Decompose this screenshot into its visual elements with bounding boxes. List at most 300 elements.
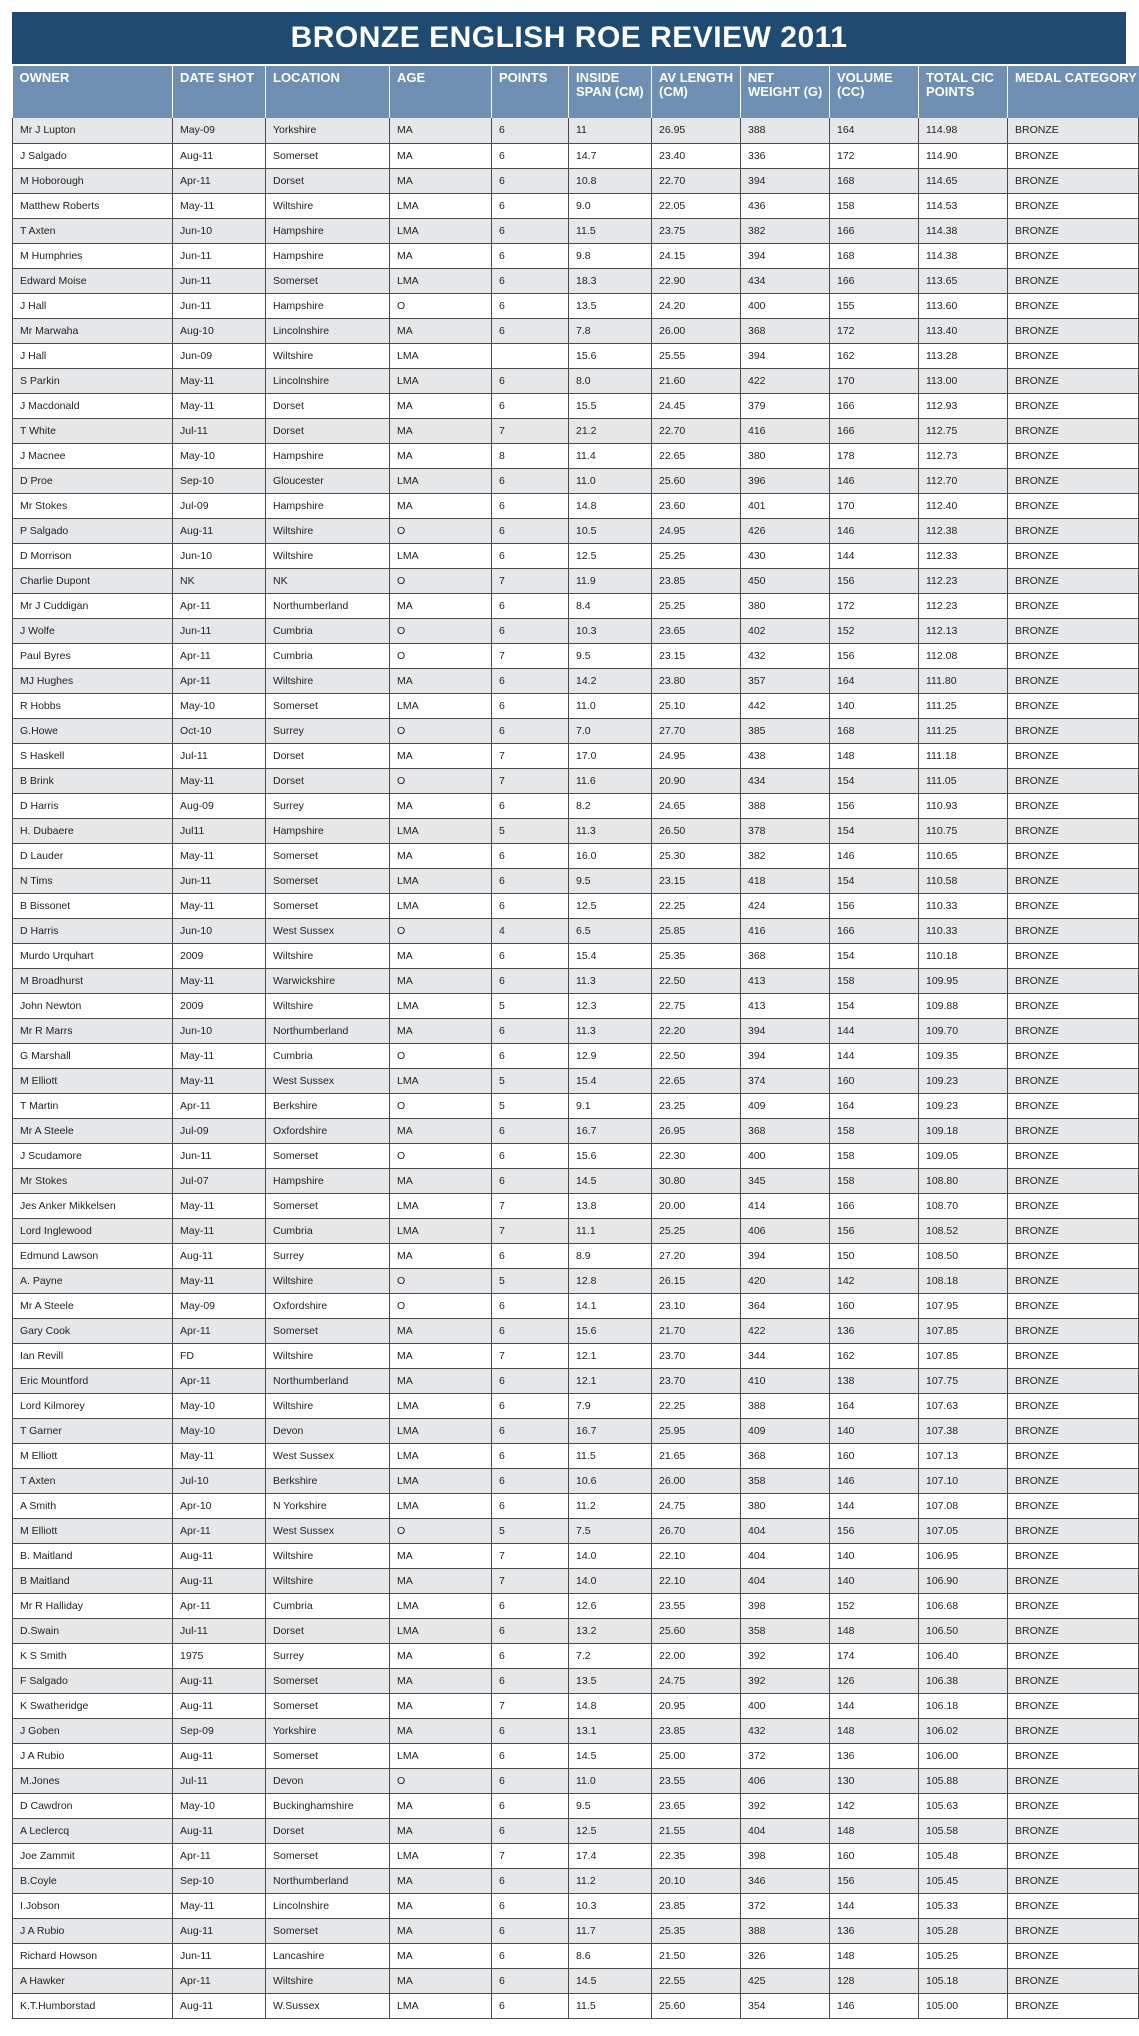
medal-category-cell: BRONZE (1008, 443, 1139, 468)
owner-cell: Mr Stokes (13, 1168, 173, 1193)
inside-span-cell: 8.9 (569, 1243, 652, 1268)
medal-category-cell: BRONZE (1008, 1968, 1139, 1993)
net-weight-cell: 406 (741, 1768, 830, 1793)
owner-cell: Mr R Marrs (13, 1018, 173, 1043)
medal-category-cell: BRONZE (1008, 818, 1139, 843)
column-header-owner: OWNER (13, 66, 173, 118)
net-weight-cell: 372 (741, 1743, 830, 1768)
av-length-cell: 22.65 (652, 1068, 741, 1093)
points-cell: 4 (492, 918, 569, 943)
age-cell: MA (390, 493, 492, 518)
net-weight-cell: 432 (741, 1718, 830, 1743)
owner-cell: I.Jobson (13, 1893, 173, 1918)
date-shot-cell: May-11 (173, 393, 266, 418)
inside-span-cell: 11.2 (569, 1493, 652, 1518)
points-cell: 7 (492, 1218, 569, 1243)
medal-category-cell: BRONZE (1008, 893, 1139, 918)
table-row (13, 1393, 1139, 1418)
age-cell: O (390, 1268, 492, 1293)
total-cic-points-cell: 105.18 (919, 1968, 1008, 1993)
volume-cell: 166 (830, 268, 919, 293)
av-length-cell: 23.60 (652, 493, 741, 518)
points-cell: 6 (492, 518, 569, 543)
total-cic-points-cell: 107.13 (919, 1443, 1008, 1468)
table-row (13, 118, 1139, 143)
table-row (13, 143, 1139, 168)
date-shot-cell: Jul11 (173, 818, 266, 843)
medal-category-cell: BRONZE (1008, 943, 1139, 968)
owner-cell: Matthew Roberts (13, 193, 173, 218)
total-cic-points-cell: 109.23 (919, 1093, 1008, 1118)
table-row (13, 168, 1139, 193)
net-weight-cell: 388 (741, 1918, 830, 1943)
total-cic-points-cell: 110.93 (919, 793, 1008, 818)
inside-span-cell: 15.6 (569, 1318, 652, 1343)
location-cell: Hampshire (266, 818, 390, 843)
volume-cell: 154 (830, 868, 919, 893)
points-cell: 5 (492, 1093, 569, 1118)
column-header-medal-category: MEDAL CATEGORY (1008, 66, 1139, 118)
inside-span-cell: 11.4 (569, 443, 652, 468)
date-shot-cell: Aug-11 (173, 1818, 266, 1843)
location-cell: Wiltshire (266, 543, 390, 568)
inside-span-cell: 12.6 (569, 1593, 652, 1618)
inside-span-cell: 11.3 (569, 818, 652, 843)
medal-category-cell: BRONZE (1008, 293, 1139, 318)
net-weight-cell: 354 (741, 1993, 830, 2018)
av-length-cell: 23.65 (652, 618, 741, 643)
inside-span-cell: 17.0 (569, 743, 652, 768)
total-cic-points-cell: 114.65 (919, 168, 1008, 193)
points-cell: 6 (492, 1468, 569, 1493)
av-length-cell: 26.00 (652, 318, 741, 343)
points-cell: 6 (492, 893, 569, 918)
inside-span-cell: 14.5 (569, 1168, 652, 1193)
av-length-cell: 27.20 (652, 1243, 741, 1268)
total-cic-points-cell: 112.70 (919, 468, 1008, 493)
volume-cell: 160 (830, 1293, 919, 1318)
medal-category-cell: BRONZE (1008, 1918, 1139, 1943)
net-weight-cell: 368 (741, 1443, 830, 1468)
volume-cell: 168 (830, 718, 919, 743)
location-cell: Cumbria (266, 1218, 390, 1243)
av-length-cell: 27.70 (652, 718, 741, 743)
av-length-cell: 25.60 (652, 468, 741, 493)
age-cell: LMA (390, 268, 492, 293)
volume-cell: 166 (830, 1193, 919, 1218)
total-cic-points-cell: 106.95 (919, 1543, 1008, 1568)
total-cic-points-cell: 107.75 (919, 1368, 1008, 1393)
date-shot-cell: Jun-11 (173, 243, 266, 268)
inside-span-cell: 14.8 (569, 493, 652, 518)
net-weight-cell: 380 (741, 1493, 830, 1518)
owner-cell: J Scudamore (13, 1143, 173, 1168)
medal-category-cell: BRONZE (1008, 843, 1139, 868)
inside-span-cell: 7.2 (569, 1643, 652, 1668)
medal-category-cell: BRONZE (1008, 968, 1139, 993)
volume-cell: 166 (830, 418, 919, 443)
location-cell: Dorset (266, 168, 390, 193)
location-cell: Hampshire (266, 218, 390, 243)
av-length-cell: 24.45 (652, 393, 741, 418)
net-weight-cell: 382 (741, 843, 830, 868)
medal-category-cell: BRONZE (1008, 118, 1139, 143)
total-cic-points-cell: 106.00 (919, 1743, 1008, 1768)
table-row (13, 593, 1139, 618)
total-cic-points-cell: 112.08 (919, 643, 1008, 668)
age-cell: MA (390, 118, 492, 143)
owner-cell: J Hall (13, 293, 173, 318)
owner-cell: B.Coyle (13, 1868, 173, 1893)
owner-cell: Edmund Lawson (13, 1243, 173, 1268)
av-length-cell: 22.90 (652, 268, 741, 293)
age-cell: MA (390, 1968, 492, 1993)
av-length-cell: 24.20 (652, 293, 741, 318)
volume-cell: 154 (830, 943, 919, 968)
date-shot-cell: Jul-10 (173, 1468, 266, 1493)
owner-cell: M Broadhurst (13, 968, 173, 993)
location-cell: Wiltshire (266, 943, 390, 968)
av-length-cell: 20.95 (652, 1693, 741, 1718)
volume-cell: 148 (830, 1618, 919, 1643)
age-cell: O (390, 1043, 492, 1068)
age-cell: LMA (390, 1618, 492, 1643)
av-length-cell: 22.20 (652, 1018, 741, 1043)
total-cic-points-cell: 114.90 (919, 143, 1008, 168)
medal-category-cell: BRONZE (1008, 1643, 1139, 1668)
points-cell: 6 (492, 1443, 569, 1468)
medal-category-cell: BRONZE (1008, 1443, 1139, 1468)
net-weight-cell: 422 (741, 1318, 830, 1343)
volume-cell: 148 (830, 743, 919, 768)
owner-cell: Mr R Halliday (13, 1593, 173, 1618)
age-cell: O (390, 768, 492, 793)
points-cell: 7 (492, 643, 569, 668)
inside-span-cell: 11.2 (569, 1868, 652, 1893)
age-cell: O (390, 918, 492, 943)
owner-cell: T Axten (13, 1468, 173, 1493)
location-cell: Warwickshire (266, 968, 390, 993)
table-row (13, 1718, 1139, 1743)
inside-span-cell: 13.1 (569, 1718, 652, 1743)
owner-cell: J Macdonald (13, 393, 173, 418)
owner-cell: S Haskell (13, 743, 173, 768)
medal-category-cell: BRONZE (1008, 243, 1139, 268)
inside-span-cell: 12.5 (569, 893, 652, 918)
av-length-cell: 26.50 (652, 818, 741, 843)
location-cell: Somerset (266, 1143, 390, 1168)
net-weight-cell: 414 (741, 1193, 830, 1218)
av-length-cell: 22.25 (652, 1393, 741, 1418)
av-length-cell: 22.00 (652, 1643, 741, 1668)
date-shot-cell: Jun-11 (173, 268, 266, 293)
volume-cell: 142 (830, 1268, 919, 1293)
table-row (13, 1618, 1139, 1643)
net-weight-cell: 346 (741, 1868, 830, 1893)
inside-span-cell: 21.2 (569, 418, 652, 443)
table-row (13, 1943, 1139, 1968)
net-weight-cell: 394 (741, 343, 830, 368)
points-cell: 6 (492, 1618, 569, 1643)
medal-category-cell: BRONZE (1008, 993, 1139, 1018)
location-cell: W.Sussex (266, 1993, 390, 2018)
points-cell: 6 (492, 1793, 569, 1818)
av-length-cell: 21.55 (652, 1818, 741, 1843)
volume-cell: 148 (830, 1943, 919, 1968)
volume-cell: 148 (830, 1818, 919, 1843)
medal-category-cell: BRONZE (1008, 1693, 1139, 1718)
table-row (13, 1043, 1139, 1068)
volume-cell: 154 (830, 818, 919, 843)
total-cic-points-cell: 105.33 (919, 1893, 1008, 1918)
net-weight-cell: 372 (741, 1893, 830, 1918)
points-cell: 6 (492, 118, 569, 143)
total-cic-points-cell: 114.98 (919, 118, 1008, 143)
inside-span-cell: 12.5 (569, 543, 652, 568)
table-row (13, 268, 1139, 293)
table-row (13, 418, 1139, 443)
inside-span-cell: 10.6 (569, 1468, 652, 1493)
volume-cell: 144 (830, 543, 919, 568)
table-row (13, 668, 1139, 693)
av-length-cell: 22.75 (652, 993, 741, 1018)
net-weight-cell: 388 (741, 1393, 830, 1418)
volume-cell: 156 (830, 1868, 919, 1893)
age-cell: LMA (390, 1993, 492, 2018)
age-cell: LMA (390, 1468, 492, 1493)
av-length-cell: 22.50 (652, 968, 741, 993)
date-shot-cell: Jun-10 (173, 1018, 266, 1043)
medal-category-cell: BRONZE (1008, 743, 1139, 768)
points-cell: 6 (492, 1743, 569, 1768)
location-cell: Northumberland (266, 1868, 390, 1893)
table-row (13, 1493, 1139, 1518)
date-shot-cell: FD (173, 1343, 266, 1368)
date-shot-cell: Apr-11 (173, 1093, 266, 1118)
age-cell: LMA (390, 1068, 492, 1093)
points-cell: 6 (492, 1668, 569, 1693)
total-cic-points-cell: 112.73 (919, 443, 1008, 468)
total-cic-points-cell: 112.23 (919, 593, 1008, 618)
location-cell: Somerset (266, 893, 390, 918)
points-cell: 6 (492, 318, 569, 343)
inside-span-cell: 9.1 (569, 1093, 652, 1118)
table-row (13, 1543, 1139, 1568)
age-cell: O (390, 1518, 492, 1543)
table-row (13, 1793, 1139, 1818)
volume-cell: 144 (830, 1043, 919, 1068)
medal-category-cell: BRONZE (1008, 1193, 1139, 1218)
points-cell: 6 (492, 1493, 569, 1518)
location-cell: Dorset (266, 1618, 390, 1643)
date-shot-cell: Aug-11 (173, 1243, 266, 1268)
points-cell: 6 (492, 718, 569, 743)
table-row (13, 1368, 1139, 1393)
av-length-cell: 22.05 (652, 193, 741, 218)
age-cell: O (390, 718, 492, 743)
location-cell: Wiltshire (266, 343, 390, 368)
inside-span-cell: 11 (569, 118, 652, 143)
volume-cell: 164 (830, 1093, 919, 1118)
inside-span-cell: 17.4 (569, 1843, 652, 1868)
table-row (13, 1643, 1139, 1668)
volume-cell: 158 (830, 968, 919, 993)
points-cell: 6 (492, 1018, 569, 1043)
location-cell: Cumbria (266, 618, 390, 643)
total-cic-points-cell: 109.95 (919, 968, 1008, 993)
total-cic-points-cell: 112.38 (919, 518, 1008, 543)
volume-cell: 156 (830, 793, 919, 818)
av-length-cell: 25.35 (652, 943, 741, 968)
points-cell: 6 (492, 1768, 569, 1793)
total-cic-points-cell: 113.60 (919, 293, 1008, 318)
volume-cell: 146 (830, 468, 919, 493)
inside-span-cell: 11.3 (569, 1018, 652, 1043)
location-cell: Hampshire (266, 443, 390, 468)
table-row (13, 1693, 1139, 1718)
age-cell: LMA (390, 1393, 492, 1418)
owner-cell: B Maitland (13, 1568, 173, 1593)
total-cic-points-cell: 105.45 (919, 1868, 1008, 1893)
volume-cell: 160 (830, 1843, 919, 1868)
volume-cell: 144 (830, 1018, 919, 1043)
owner-cell: G Marshall (13, 1043, 173, 1068)
medal-category-cell: BRONZE (1008, 718, 1139, 743)
volume-cell: 172 (830, 318, 919, 343)
volume-cell: 140 (830, 1418, 919, 1443)
table-row (13, 1743, 1139, 1768)
points-cell: 6 (492, 368, 569, 393)
av-length-cell: 23.65 (652, 1793, 741, 1818)
date-shot-cell: May-10 (173, 443, 266, 468)
net-weight-cell: 398 (741, 1843, 830, 1868)
medal-category-cell: BRONZE (1008, 793, 1139, 818)
net-weight-cell: 400 (741, 293, 830, 318)
total-cic-points-cell: 110.18 (919, 943, 1008, 968)
column-header-location: LOCATION (266, 66, 390, 118)
total-cic-points-cell: 110.33 (919, 893, 1008, 918)
owner-cell: Edward Moise (13, 268, 173, 293)
av-length-cell: 23.85 (652, 1893, 741, 1918)
age-cell: O (390, 643, 492, 668)
age-cell: LMA (390, 868, 492, 893)
av-length-cell: 20.90 (652, 768, 741, 793)
age-cell: MA (390, 1943, 492, 1968)
date-shot-cell: May-10 (173, 1793, 266, 1818)
av-length-cell: 21.65 (652, 1443, 741, 1468)
av-length-cell: 22.55 (652, 1968, 741, 1993)
volume-cell: 166 (830, 393, 919, 418)
table-row (13, 1243, 1139, 1268)
volume-cell: 178 (830, 443, 919, 468)
medal-category-cell: BRONZE (1008, 1843, 1139, 1868)
table-row (13, 468, 1139, 493)
total-cic-points-cell: 111.05 (919, 768, 1008, 793)
points-cell: 6 (492, 1143, 569, 1168)
av-length-cell: 23.10 (652, 1293, 741, 1318)
table-row (13, 643, 1139, 668)
volume-cell: 150 (830, 1243, 919, 1268)
medal-category-cell: BRONZE (1008, 1618, 1139, 1643)
age-cell: LMA (390, 1843, 492, 1868)
av-length-cell: 25.10 (652, 693, 741, 718)
points-cell: 6 (492, 468, 569, 493)
table-row (13, 1668, 1139, 1693)
net-weight-cell: 396 (741, 468, 830, 493)
points-cell: 6 (492, 1168, 569, 1193)
av-length-cell: 26.95 (652, 1118, 741, 1143)
age-cell: MA (390, 1668, 492, 1693)
inside-span-cell: 6.5 (569, 918, 652, 943)
net-weight-cell: 378 (741, 818, 830, 843)
volume-cell: 146 (830, 518, 919, 543)
date-shot-cell: Jun-11 (173, 1143, 266, 1168)
net-weight-cell: 436 (741, 193, 830, 218)
inside-span-cell: 8.0 (569, 368, 652, 393)
owner-cell: R Hobbs (13, 693, 173, 718)
inside-span-cell: 11.0 (569, 468, 652, 493)
location-cell: Wiltshire (266, 993, 390, 1018)
medal-category-cell: BRONZE (1008, 918, 1139, 943)
table-row (13, 1193, 1139, 1218)
age-cell: LMA (390, 693, 492, 718)
inside-span-cell: 16.7 (569, 1118, 652, 1143)
date-shot-cell: Sep-10 (173, 468, 266, 493)
date-shot-cell: 1975 (173, 1643, 266, 1668)
total-cic-points-cell: 114.38 (919, 218, 1008, 243)
volume-cell: 144 (830, 1893, 919, 1918)
owner-cell: N Tims (13, 868, 173, 893)
table-row (13, 193, 1139, 218)
net-weight-cell: 374 (741, 1068, 830, 1093)
points-cell: 6 (492, 1118, 569, 1143)
total-cic-points-cell: 109.18 (919, 1118, 1008, 1143)
age-cell: MA (390, 1893, 492, 1918)
medal-category-cell: BRONZE (1008, 868, 1139, 893)
total-cic-points-cell: 109.05 (919, 1143, 1008, 1168)
medal-category-cell: BRONZE (1008, 393, 1139, 418)
inside-span-cell: 9.5 (569, 1793, 652, 1818)
points-cell: 6 (492, 1868, 569, 1893)
inside-span-cell: 12.8 (569, 1268, 652, 1293)
location-cell: Wiltshire (266, 1568, 390, 1593)
location-cell: Somerset (266, 1318, 390, 1343)
volume-cell: 162 (830, 1343, 919, 1368)
date-shot-cell: Aug-11 (173, 1568, 266, 1593)
net-weight-cell: 336 (741, 143, 830, 168)
net-weight-cell: 388 (741, 793, 830, 818)
total-cic-points-cell: 107.63 (919, 1393, 1008, 1418)
table-row (13, 1068, 1139, 1093)
inside-span-cell: 11.9 (569, 568, 652, 593)
volume-cell: 164 (830, 668, 919, 693)
age-cell: MA (390, 1693, 492, 1718)
volume-cell: 154 (830, 768, 919, 793)
age-cell: LMA (390, 193, 492, 218)
total-cic-points-cell: 111.80 (919, 668, 1008, 693)
table-row (13, 518, 1139, 543)
net-weight-cell: 394 (741, 1043, 830, 1068)
points-cell: 6 (492, 1043, 569, 1068)
medal-category-cell: BRONZE (1008, 168, 1139, 193)
points-cell: 7 (492, 1193, 569, 1218)
date-shot-cell: Aug-10 (173, 318, 266, 343)
location-cell: N Yorkshire (266, 1493, 390, 1518)
table-row (13, 868, 1139, 893)
net-weight-cell: 368 (741, 318, 830, 343)
total-cic-points-cell: 108.18 (919, 1268, 1008, 1293)
total-cic-points-cell: 106.38 (919, 1668, 1008, 1693)
